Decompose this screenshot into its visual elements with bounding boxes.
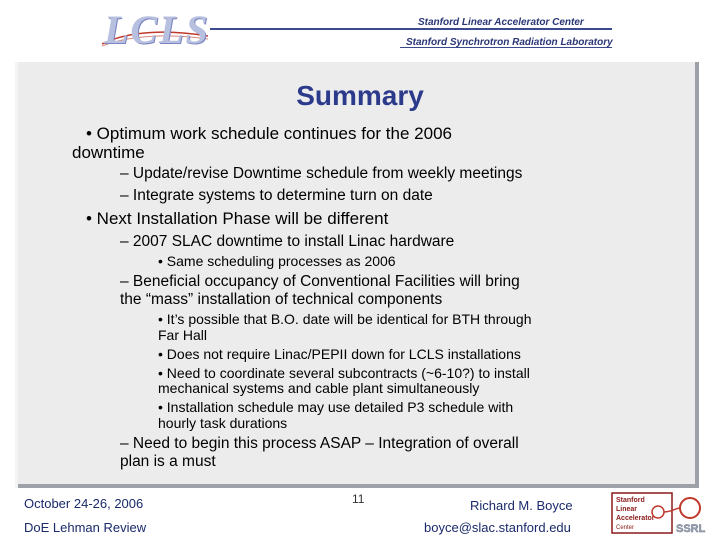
bullet-1-line-1: • Optimum work schedule continues for the 2006 [86, 124, 452, 143]
sub-bullet-1b: – Integrate systems to determine turn on date [120, 187, 433, 204]
sub-bullet-1a: – Update/revise Downtime schedule from weekly meetings [120, 165, 523, 182]
logo-ssrl-text: SSRL [676, 523, 706, 535]
footer-review-name: DoE Lehman Review [24, 520, 147, 535]
slide-header [0, 0, 720, 58]
footer-presenter: Richard M. Boyce [470, 498, 573, 513]
logo-line-accelerator: Accelerator [616, 515, 655, 522]
sub-bullet-2b-ii: • Does not require Linac/PEPII down for LCLS installations [158, 346, 521, 362]
sub-bullet-2b-iv-line-2: hourly task durations [158, 415, 288, 431]
page-number: 11 [352, 492, 365, 506]
logo-ring-large [680, 498, 700, 518]
lab-name-slac: Stanford Linear Accelerator Center [418, 17, 584, 28]
logo-line-stanford: Stanford [616, 497, 645, 504]
slac-ssrl-logo [596, 490, 716, 538]
slide-title [0, 80, 720, 112]
slac-ssrl-logo-graphic [596, 490, 716, 538]
sub-bullet-2b-iii-line-2: mechanical systems and cable plant simultaneously [158, 380, 480, 396]
lcls-logo-text: LCLS [104, 7, 210, 52]
sub-bullet-2b-iv-line-1: • Installation schedule may use detailed P3 schedule with [158, 399, 514, 415]
slide-title-text: Summary [296, 80, 424, 111]
lab-name-ssrl: Stanford Synchrotron Radiation Laboratory [406, 37, 613, 48]
sub-bullet-2b-i-line-1: • It’s possible that B.O. date will be identical for BTH through [158, 311, 532, 327]
sub-bullet-2b-line-1: – Beneficial occupancy of Conventional Facilities will bring [120, 273, 520, 290]
footer-email: boyce@slac.stanford.edu [424, 520, 571, 535]
header-rule-top [210, 28, 612, 30]
sub-bullet-2c-line-2: plan is a must [120, 453, 216, 470]
bullet-1-line-2: downtime [72, 143, 145, 162]
sub-bullet-2b-iii-line-1: • Need to coordinate several subcontracts (~6-10?) to install [158, 365, 530, 381]
sub-bullet-2b-line-2: the “mass” installation of technical components [120, 291, 443, 308]
sub-bullet-2c-line-1: – Need to begin this process ASAP – Integration of overall [120, 435, 519, 452]
logo-line-linear: Linear [616, 506, 638, 513]
logo-line-center: Center [616, 525, 635, 531]
sub-bullet-2a: – 2007 SLAC downtime to install Linac hardware [120, 233, 455, 250]
sub-bullet-2a-i: • Same scheduling processes as 2006 [158, 253, 396, 269]
sub-bullet-2b-i-line-2: Far Hall [158, 327, 208, 343]
bullet-2: • Next Installation Phase will be different [86, 209, 389, 228]
footer-date: October 24-26, 2006 [24, 496, 144, 511]
